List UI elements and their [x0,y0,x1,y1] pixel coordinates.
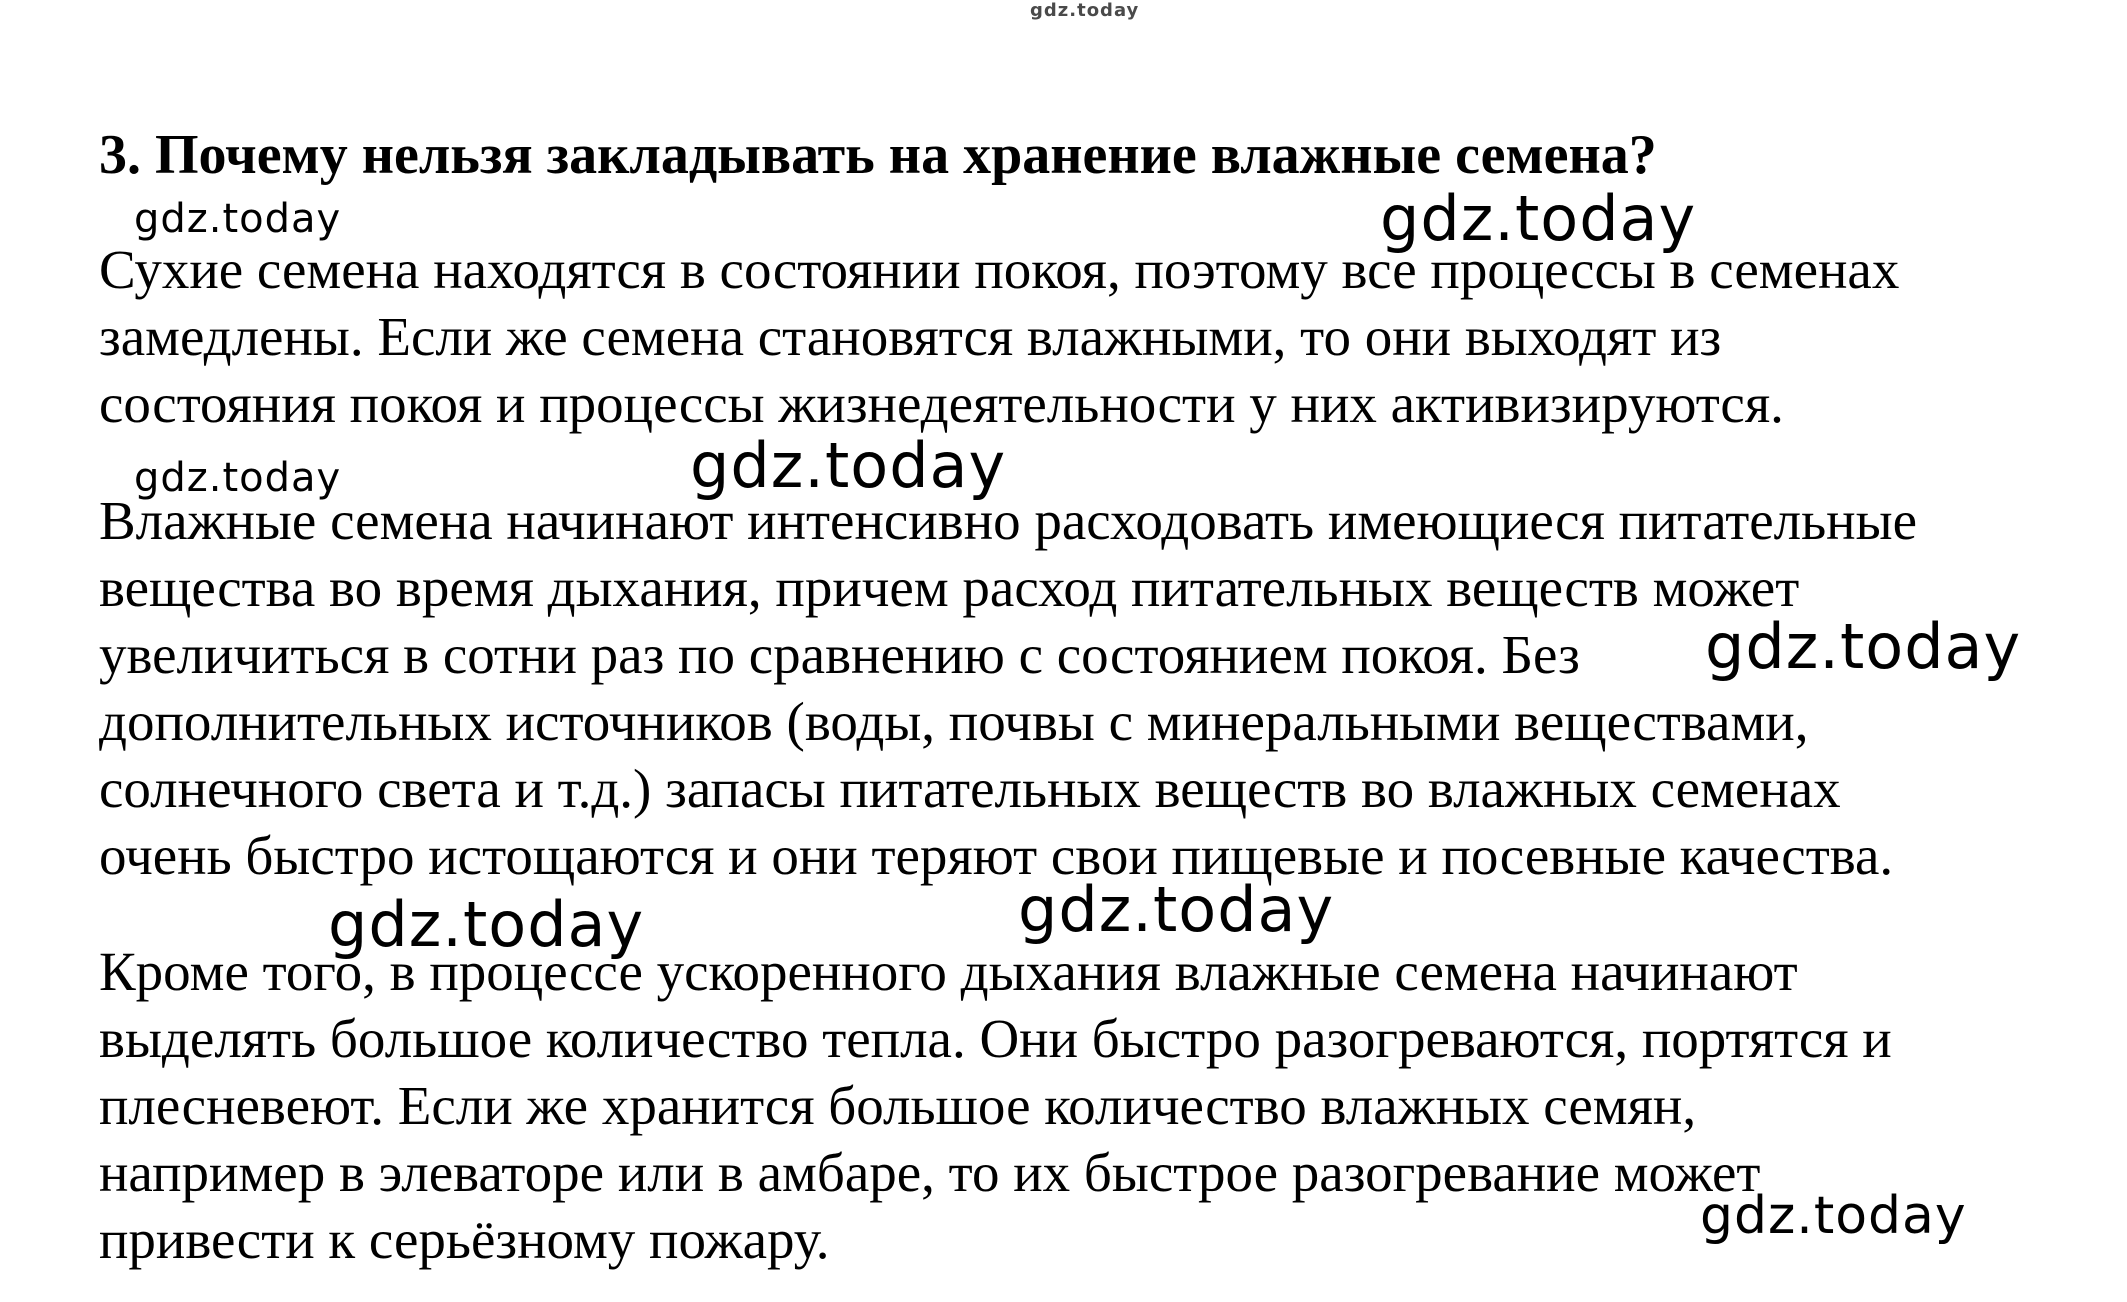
text-line: состояния покоя и процессы жизнедеятельности у них активизируются. [99,373,1784,434]
text-line: плесневеют. Если же хранится большое количество влажных семян, [99,1075,1697,1136]
text-line: вещества во время дыхания, причем расход питательных веществ может [99,557,1800,618]
text-line: солнечного света и т.д.) запасы питательных веществ во влажных семенах [99,758,1841,819]
text-line: замедлены. Если же семена становятся влажными, то они выходят из [99,306,1722,367]
answer-paragraph-1 [99,236,1899,437]
watermark-large: gdz.today [1700,1186,1967,1246]
watermark-large: gdz.today [1705,610,2022,683]
text-line: например в элеваторе или в амбаре, то их быстрое разогревание может [99,1142,1761,1203]
text-line: увеличиться в сотни раз по сравнению с состоянием покоя. Без [99,624,1580,685]
watermark-small: gdz.today [134,455,342,501]
answer-paragraph-2 [99,487,1917,889]
answer-paragraph-3 [99,938,1892,1273]
text-line: выделять большое количество тепла. Они быстро разогреваются, портятся и [99,1008,1892,1069]
question-heading: 3. Почему нельзя закладывать на хранение влажные семена? [99,124,1657,186]
watermark-large: gdz.today [1018,873,1335,946]
text-line: Сухие семена находятся в состоянии покоя, поэтому все процессы в семенах [99,239,1900,300]
watermark-top: gdz.today [1030,0,1140,21]
text-line: Кроме того, в процессе ускоренного дыхания влажные семена начинают [99,941,1798,1002]
watermark-large: gdz.today [690,429,1007,502]
text-line: привести к серьёзному пожару. [99,1209,830,1270]
watermark-large: gdz.today [328,888,645,961]
text-line: дополнительных источников (воды, почвы с минеральными веществами, [99,691,1809,752]
watermark-large: gdz.today [1380,182,1697,255]
text-line: Влажные семена начинают интенсивно расходовать имеющиеся питательные [99,490,1917,551]
text-line: очень быстро истощаются и они теряют свои пищевые и посевные качества. [99,825,1894,886]
watermark-small: gdz.today [134,196,342,242]
